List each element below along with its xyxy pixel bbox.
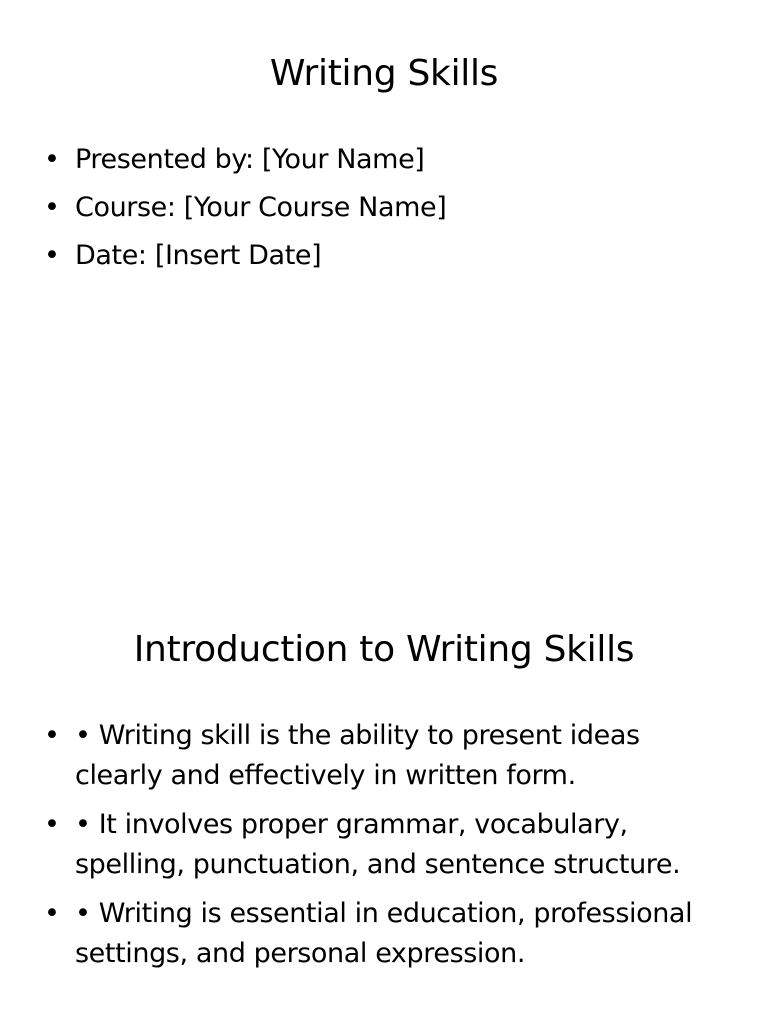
slide-title: Writing Skills xyxy=(269,53,499,94)
bullet-text: • Writing is essential in education, professional settings, and personal expression. xyxy=(75,898,693,969)
list-item xyxy=(44,188,734,228)
bullet-text: Course: [Your Course Name] xyxy=(75,192,447,223)
list-item xyxy=(44,140,734,180)
slide-introduction xyxy=(0,576,768,1024)
bullet-text: • Writing skill is the ability to present ideas clearly and effectively in written form. xyxy=(75,720,640,791)
bullet-icon: • xyxy=(44,144,60,175)
bullet-icon: • xyxy=(44,192,60,223)
list-item xyxy=(44,894,734,974)
bullet-icon: • xyxy=(44,720,60,751)
bullet-list xyxy=(44,140,734,284)
bullet-text: • It involves proper grammar, vocabulary, spelling, punctuation, and sentence structure. xyxy=(75,809,681,880)
bullet-list xyxy=(44,716,734,983)
bullet-text: Presented by: [Your Name] xyxy=(75,144,425,175)
bullet-text: Date: [Insert Date] xyxy=(75,240,322,271)
bullet-icon: • xyxy=(44,240,60,271)
list-item xyxy=(44,236,734,276)
bullet-icon: • xyxy=(44,898,60,929)
bullet-icon: • xyxy=(44,809,60,840)
list-item xyxy=(44,805,734,885)
list-item xyxy=(44,716,734,796)
slide-title: Introduction to Writing Skills xyxy=(133,629,635,670)
